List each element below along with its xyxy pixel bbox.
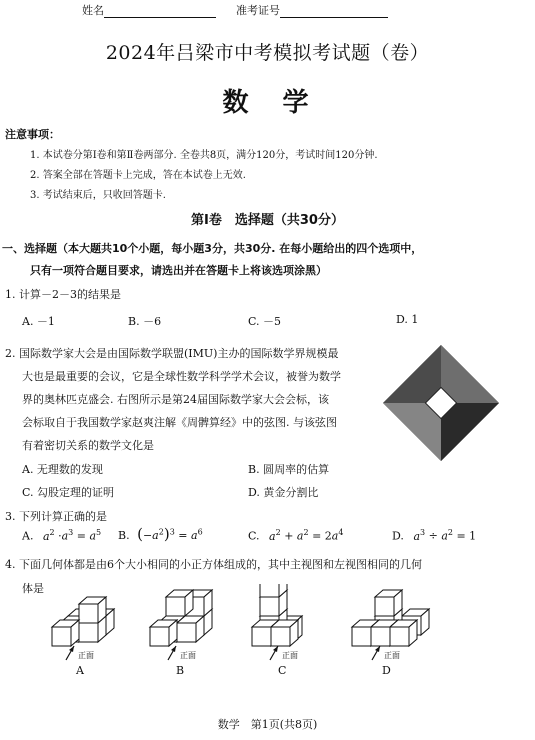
- q1-option-d: D. 1: [396, 313, 419, 326]
- q1-option-a: A. －1: [22, 315, 55, 328]
- notice-item-3: 3. 考试结束后，只收回答题卡.: [30, 190, 166, 201]
- q4-figures: [0, 584, 535, 694]
- exam-id-label: 准考证号: [236, 4, 280, 17]
- q2-line-1: 2. 国际数学家大会是由国际数学联盟(IMU)主办的国际数学界规模最: [5, 347, 339, 360]
- front-label-d: 正面: [384, 651, 400, 660]
- section1-line1: 一、选择题（本大题共10个小题，每小题3分，共30分. 在每小题给出的四个选项中，: [2, 242, 423, 255]
- q2-line-4: 会标取自于我国数学家赵爽注解《周髀算经》中的弦图. 与该弦图: [22, 416, 337, 429]
- q3-option-d: D. $a^3 \div a^2 = 1$: [392, 528, 477, 543]
- page-footer: 数学 第1页(共8页): [217, 718, 318, 731]
- q3-stem: 3. 下列计算正确的是: [5, 510, 107, 523]
- figure-c: [252, 584, 302, 646]
- q1-option-b: B. －6: [128, 315, 162, 328]
- front-label-c: 正面: [282, 651, 298, 660]
- figure-label-b: B: [176, 664, 185, 677]
- part1-title: 第Ⅰ卷 选择题（共30分）: [191, 213, 344, 228]
- notice-item-2: 2. 答案全部在答题卡上完成，答在本试卷上无效.: [30, 170, 246, 181]
- name-label: 姓名: [82, 4, 104, 17]
- figure-label-c: C: [278, 664, 287, 677]
- q2-option-a: A. 无理数的发现: [22, 463, 103, 476]
- q3-option-b: B. $(-a^2)^3 = a^6$: [118, 525, 203, 543]
- q2-option-d: D. 黄金分割比: [248, 486, 319, 499]
- front-label-a: 正面: [78, 651, 94, 660]
- q2-option-c: C. 勾股定理的证明: [22, 486, 115, 499]
- figure-label-a: A: [76, 664, 84, 677]
- notice-heading: 注意事项：: [5, 128, 60, 141]
- q4-line-1: 4. 下面几何体都是由6个大小相同的小正方体组成的，其中主视图和左视图相同的几何: [5, 558, 422, 571]
- name-blank: [104, 7, 216, 18]
- q3-option-c: C. $a^2 + a^2 = 2a^4$: [248, 528, 344, 543]
- q3-option-a: A. $a^2 \cdot a^3 = a^5$: [22, 528, 102, 543]
- exam-id-blank: [280, 7, 388, 18]
- front-label-b: 正面: [180, 651, 196, 660]
- figure-label-d: D: [382, 664, 391, 677]
- name-field: [82, 2, 216, 18]
- notice-item-1: 1. 本试卷分第Ⅰ卷和第Ⅱ卷两部分. 全卷共8页，满分120分，考试时间120分钟.: [30, 150, 378, 161]
- congress-emblem-figure: [382, 344, 500, 462]
- section1-line2: 只有一项符合题目要求，请选出并在答题卡上将该选项涂黑）: [30, 264, 327, 277]
- q2-option-b: B. 圆周率的估算: [248, 463, 330, 476]
- q2-line-2: 大也是最重要的会议，它是全球性数学科学学术会议，被誉为数学: [22, 370, 341, 383]
- q1-option-c: C. －5: [248, 315, 282, 328]
- q1-stem: 1. 计算－2－3的结果是: [5, 288, 121, 301]
- figure-d: [352, 590, 429, 646]
- q2-line-5: 有着密切关系的数学文化是: [22, 439, 154, 452]
- q2-line-3: 界的奥林匹克盛会. 右图所示是第24届国际数学家大会会标，该: [22, 393, 329, 406]
- figure-b: [150, 590, 212, 646]
- q4-line-2: 体是: [22, 582, 44, 595]
- subject-title: 数 学: [222, 88, 313, 118]
- exam-title: 2024年吕梁市中考模拟考试题（卷）: [105, 42, 430, 64]
- exam-id-field: [236, 2, 388, 18]
- figure-a: [52, 597, 114, 646]
